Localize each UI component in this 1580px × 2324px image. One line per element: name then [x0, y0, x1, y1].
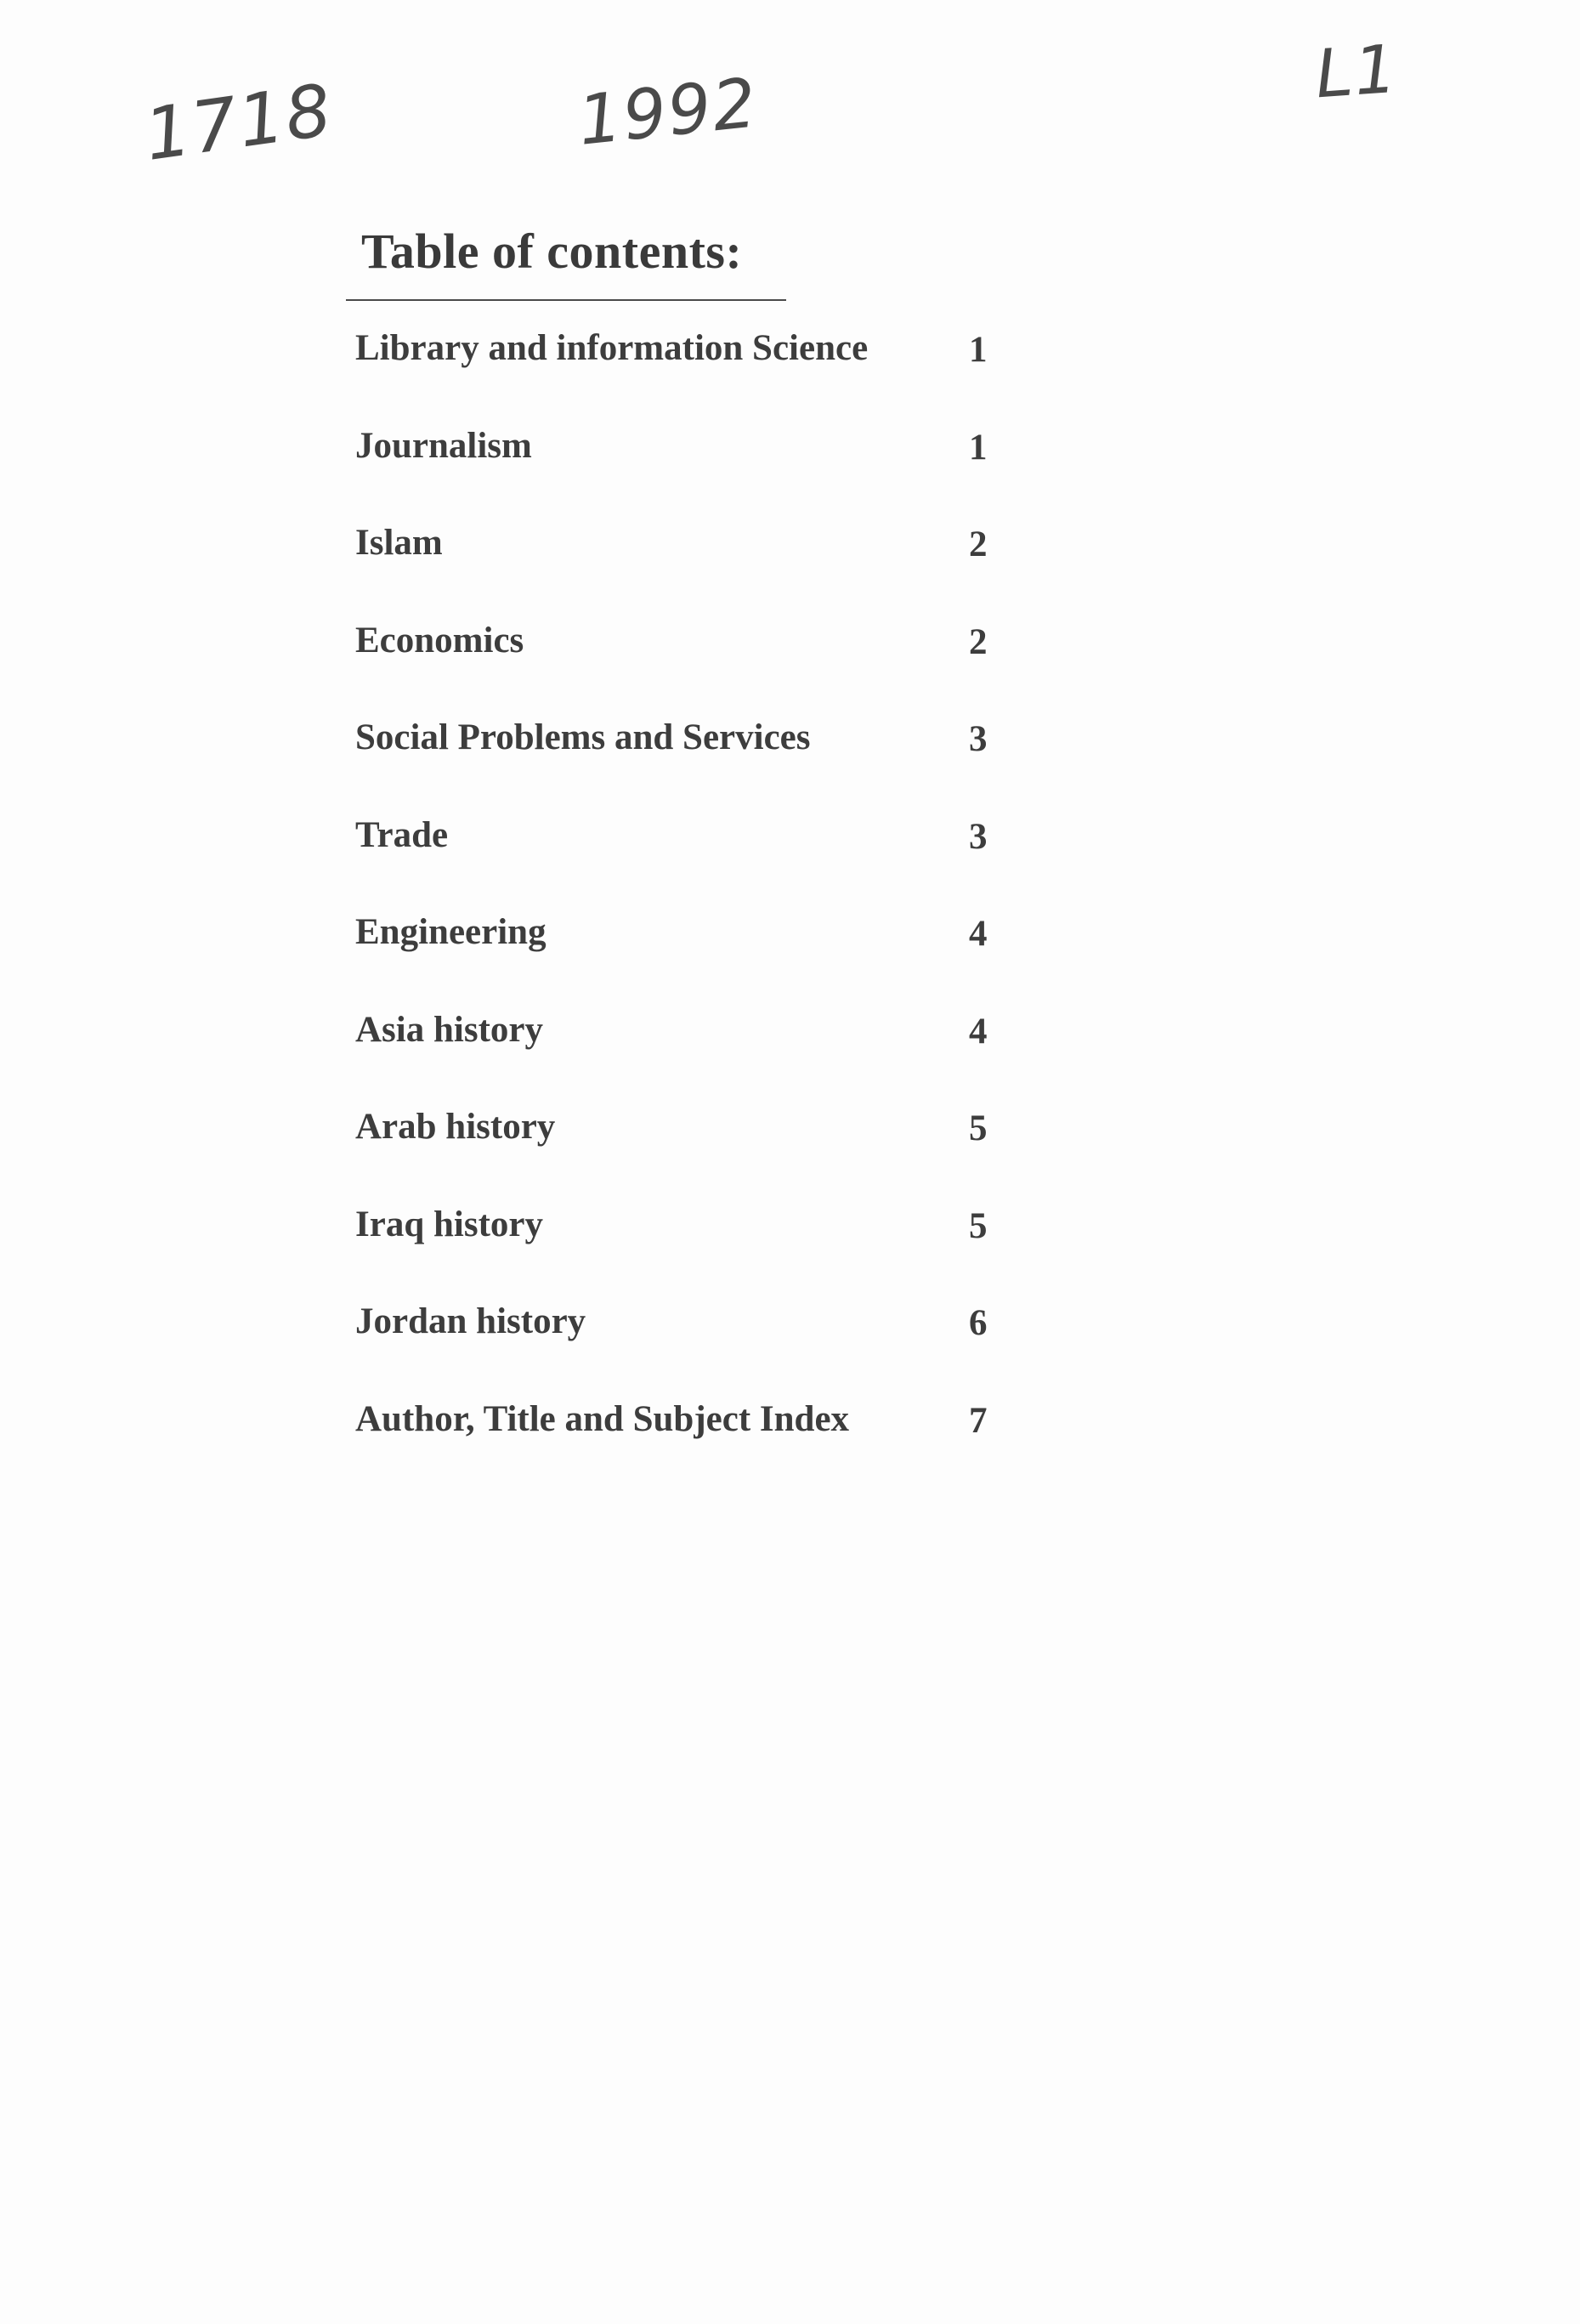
- toc-entry: [355, 1301, 1001, 1398]
- toc-entry-page: 1: [969, 330, 988, 370]
- toc-entry-label: Author, Title and Subject Index: [355, 1398, 850, 1439]
- toc-entry-label: Engineering: [355, 912, 546, 952]
- toc-entry: [355, 1106, 1001, 1204]
- toc-entry-label: Economics: [355, 620, 524, 660]
- toc-entry-page: 1: [969, 427, 988, 468]
- toc-entry: [355, 911, 1001, 1009]
- toc-entry-page: 2: [969, 524, 988, 564]
- toc-entry-label: Arab history: [355, 1107, 556, 1147]
- page-title: Table of contents:: [361, 224, 743, 279]
- toc-entry-label: Trade: [355, 814, 449, 855]
- toc-entry-page: 5: [969, 1108, 988, 1148]
- toc-entry-page: 3: [969, 816, 988, 857]
- toc-entry: [355, 1398, 1001, 1496]
- toc-entry-page: 2: [969, 621, 988, 662]
- toc-entry: [355, 1009, 1001, 1107]
- toc-entry-page: 3: [969, 719, 988, 759]
- handwritten-code-right: L1: [1312, 31, 1402, 114]
- title-underline: [346, 299, 786, 301]
- toc-entry-page: 4: [969, 1011, 988, 1051]
- handwritten-number-left: 1718: [139, 68, 338, 177]
- toc-entry-page: 5: [969, 1205, 988, 1246]
- toc-entry: [355, 522, 1001, 620]
- toc-entry-label: Asia history: [355, 1009, 543, 1050]
- toc-entry: [355, 814, 1001, 912]
- handwritten-year: 1992: [574, 63, 762, 161]
- toc-entry-label: Journalism: [355, 425, 532, 466]
- toc-entry-label: Islam: [355, 523, 443, 563]
- toc-entry: [355, 717, 1001, 814]
- toc-entry-label: Library and information Science: [355, 328, 869, 368]
- toc-entry-label: Iraq history: [355, 1204, 543, 1244]
- toc-entry: [355, 327, 1001, 425]
- toc-entry-page: 6: [969, 1303, 988, 1343]
- toc-entry: [355, 1204, 1001, 1301]
- toc-entry: [355, 425, 1001, 523]
- toc-list: [355, 327, 1001, 1495]
- toc-entry-page: 7: [969, 1400, 988, 1441]
- toc-entry-page: 4: [969, 914, 988, 954]
- toc-entry: [355, 620, 1001, 717]
- toc-entry-label: Jordan history: [355, 1301, 586, 1341]
- toc-entry-label: Social Problems and Services: [355, 717, 811, 757]
